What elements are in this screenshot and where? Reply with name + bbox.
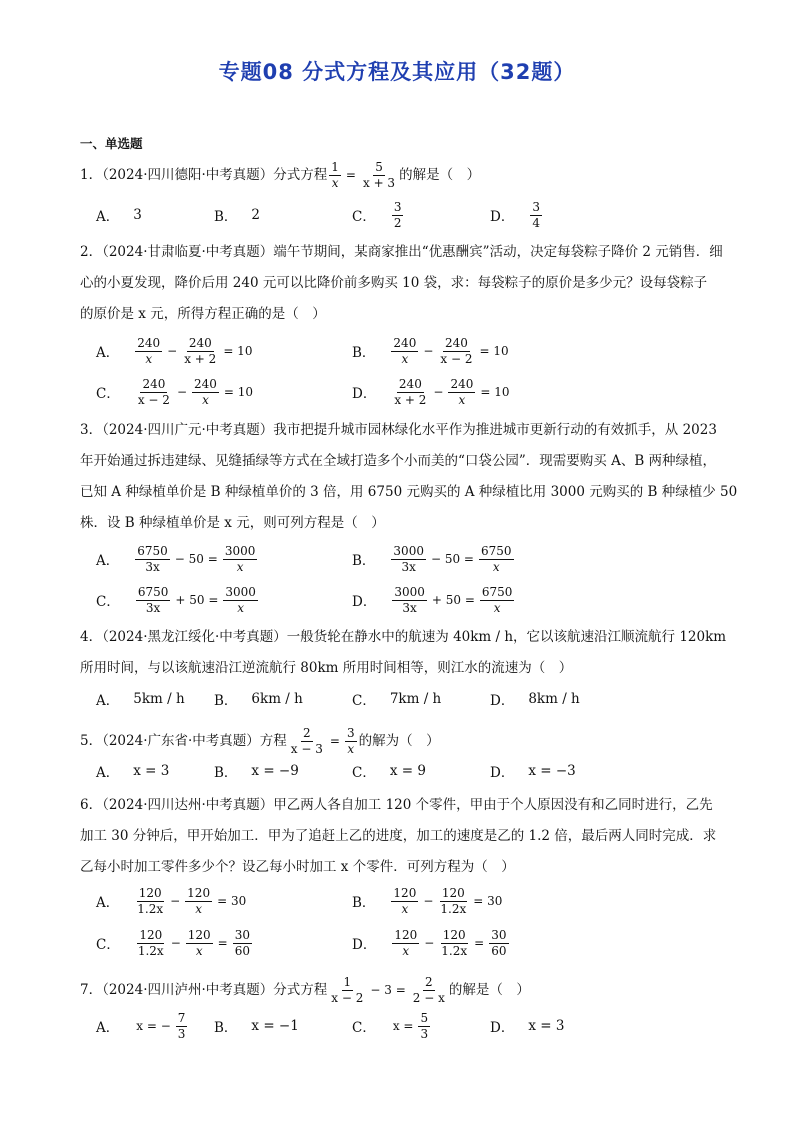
q7-option-a bbox=[96, 1008, 189, 1044]
fraction bbox=[192, 377, 219, 408]
q5-option-b bbox=[214, 753, 299, 789]
q6-option-b bbox=[352, 883, 505, 919]
fraction bbox=[392, 200, 404, 231]
text-segment: 240 bbox=[450, 376, 474, 391]
q5-option-a bbox=[96, 753, 169, 789]
fraction bbox=[223, 585, 258, 616]
text-segment: 1.2x bbox=[137, 943, 164, 958]
text-segment: 30 bbox=[234, 927, 251, 942]
q1-option-c bbox=[352, 197, 405, 233]
text-segment: 120 bbox=[394, 927, 418, 942]
question-6-line-2: 加工 30 分钟后，甲开始加工．甲为了追赶上乙的进度，加工的速度是乙的 1.2 倍，最后两人同时完成．求 bbox=[80, 828, 717, 844]
text-segment: C． bbox=[352, 1020, 376, 1036]
fraction bbox=[391, 336, 418, 367]
text-segment: 1 bbox=[343, 975, 352, 989]
text-segment: B． bbox=[214, 1020, 238, 1036]
q5-option-c bbox=[352, 753, 426, 789]
text-segment: x + 3 bbox=[362, 176, 396, 190]
text-segment: x bbox=[401, 351, 409, 366]
q3-option-d bbox=[352, 582, 516, 618]
fraction bbox=[411, 975, 447, 1006]
text-segment: 60 bbox=[234, 943, 251, 958]
text-segment: 的解是（ ） bbox=[399, 167, 481, 183]
text-segment: D． bbox=[352, 386, 377, 402]
text-segment: 3x bbox=[401, 559, 416, 574]
fraction bbox=[233, 928, 252, 959]
fraction bbox=[135, 886, 165, 917]
q6-option-a bbox=[96, 883, 249, 919]
text-segment: 3 bbox=[420, 1026, 429, 1041]
text-segment: = 10 bbox=[480, 385, 510, 399]
fraction bbox=[438, 336, 474, 367]
q2-option-c bbox=[96, 374, 256, 410]
text-segment: 6750 bbox=[137, 543, 168, 558]
text-segment: 2 bbox=[393, 215, 402, 230]
text-segment: 6750 bbox=[137, 584, 169, 599]
text-segment: 3000 bbox=[224, 543, 256, 558]
text-segment: 5．（2024·广东省·中考真题）方程 bbox=[80, 733, 287, 749]
text-segment: 3x bbox=[145, 600, 161, 615]
text-segment: − bbox=[170, 894, 181, 908]
fraction bbox=[448, 377, 475, 408]
text-segment: − 50 = bbox=[430, 552, 474, 566]
fraction bbox=[479, 544, 514, 575]
fraction bbox=[136, 585, 171, 616]
text-segment: A． bbox=[96, 895, 120, 911]
text-segment: = 10 bbox=[223, 385, 254, 399]
q3-option-b bbox=[352, 541, 516, 577]
text-segment: x = bbox=[392, 1019, 414, 1033]
text-segment: B． bbox=[214, 765, 238, 781]
text-segment: = 30 bbox=[473, 894, 503, 908]
text-segment: x = −1 bbox=[251, 1018, 299, 1034]
text-segment: 3 bbox=[177, 1026, 186, 1041]
text-segment: A． bbox=[96, 765, 120, 781]
text-segment: x bbox=[493, 600, 501, 615]
text-segment: 3000 bbox=[225, 584, 256, 599]
text-segment: 120 bbox=[442, 927, 466, 942]
fraction bbox=[489, 928, 508, 959]
q7-option-b bbox=[214, 1008, 299, 1044]
section-heading: 一、单选题 bbox=[80, 136, 143, 151]
text-segment: x − 2 bbox=[137, 392, 170, 407]
fraction bbox=[223, 544, 258, 575]
text-segment: 6750 bbox=[481, 584, 513, 599]
question-2-line-3: 的原价是 x 元，所得方程正确的是（ ） bbox=[80, 306, 326, 322]
text-segment: − bbox=[424, 936, 435, 950]
fraction bbox=[185, 886, 212, 917]
q2-option-a bbox=[96, 333, 255, 369]
text-segment: − bbox=[176, 385, 187, 399]
text-segment: C． bbox=[352, 765, 376, 781]
fraction bbox=[391, 886, 418, 917]
fraction bbox=[530, 200, 542, 231]
text-segment: 240 bbox=[188, 335, 212, 350]
text-segment: = 10 bbox=[223, 344, 253, 358]
text-segment: 1.2x bbox=[137, 901, 164, 916]
text-segment: x bbox=[236, 559, 244, 574]
fraction bbox=[186, 928, 213, 959]
text-segment: D． bbox=[352, 937, 377, 953]
fraction bbox=[391, 544, 426, 575]
text-segment: 2 bbox=[424, 975, 433, 989]
text-segment: A． bbox=[96, 693, 120, 709]
text-segment: x + 2 bbox=[394, 392, 427, 407]
q4-option-c bbox=[352, 681, 441, 717]
q7-option-d bbox=[490, 1008, 564, 1044]
text-segment: 240 bbox=[142, 376, 166, 391]
text-segment: 7km / h bbox=[389, 691, 442, 707]
q5-option-d bbox=[490, 753, 576, 789]
text-segment: 5km / h bbox=[133, 691, 185, 707]
text-segment: 240 bbox=[393, 335, 417, 350]
text-segment: 6km / h bbox=[251, 691, 303, 707]
text-segment: B． bbox=[214, 209, 238, 225]
question-1 bbox=[80, 160, 480, 191]
question-4-line-2: 所用时间，与以该航速沿江逆流航行 80km 所用时间相等，则江水的流速为（ ） bbox=[80, 660, 573, 676]
text-segment: x bbox=[195, 901, 203, 916]
text-segment: A． bbox=[96, 209, 120, 225]
text-segment: B． bbox=[352, 895, 376, 911]
text-segment: 3000 bbox=[394, 584, 425, 599]
text-segment: 6750 bbox=[480, 543, 512, 558]
text-segment: x bbox=[145, 351, 153, 366]
question-1-text: 1．（2024·四川德阳·中考真题）分式方程 bbox=[80, 167, 328, 183]
text-segment: x bbox=[195, 943, 203, 958]
fraction bbox=[480, 585, 515, 616]
text-segment: 1.2x bbox=[440, 901, 467, 916]
text-segment: x bbox=[347, 742, 355, 756]
text-segment: = bbox=[217, 936, 228, 950]
fraction bbox=[136, 928, 166, 959]
text-segment: 240 bbox=[444, 335, 468, 350]
text-segment: 3 bbox=[133, 207, 142, 223]
text-segment: x − 3 bbox=[290, 742, 323, 756]
text-segment: x = −9 bbox=[251, 763, 299, 779]
text-segment: − bbox=[423, 344, 434, 358]
text-segment: D． bbox=[490, 1020, 515, 1036]
question-2-line-1: 2．（2024·甘肃临夏·中考真题）端午节期间，某商家推出“优惠酬宾”活动，决定每袋粽子降价 2 元销售．细 bbox=[80, 244, 723, 260]
text-segment: A． bbox=[96, 553, 120, 569]
text-segment: x = 9 bbox=[389, 763, 426, 779]
fraction bbox=[392, 377, 428, 408]
text-segment: D． bbox=[490, 765, 515, 781]
question-4-line-1: 4．（2024·黑龙江绥化·中考真题）一般货轮在静水中的航速为 40km / h，它以该航速沿江顺流航行 120km bbox=[80, 629, 727, 645]
text-segment: x bbox=[492, 559, 500, 574]
fraction bbox=[135, 544, 170, 575]
text-segment: C． bbox=[96, 386, 120, 402]
q3-option-a bbox=[96, 541, 259, 577]
text-segment: = 30 bbox=[217, 894, 247, 908]
fraction bbox=[392, 585, 427, 616]
text-segment: 120 bbox=[393, 885, 417, 900]
text-segment: D． bbox=[352, 594, 377, 610]
text-segment: 7 bbox=[177, 1010, 186, 1025]
page-title: 专题08 分式方程及其应用（32题） bbox=[218, 60, 576, 84]
fraction bbox=[329, 160, 341, 191]
question-2-line-2: 心的小夏发现，降价后用 240 元可以比降价前多购买 10 袋，求：每袋粽子的原价是多少元？设每袋粽子 bbox=[80, 275, 708, 291]
fraction bbox=[439, 928, 469, 959]
text-segment: C． bbox=[352, 209, 376, 225]
text-segment: x bbox=[331, 176, 339, 190]
fraction bbox=[418, 1011, 430, 1042]
text-segment: = 10 bbox=[479, 344, 509, 358]
q6-option-c bbox=[96, 925, 254, 961]
text-segment: A． bbox=[96, 1020, 120, 1036]
text-segment: B． bbox=[352, 345, 376, 361]
text-segment: x bbox=[402, 943, 410, 958]
text-segment: − bbox=[170, 936, 181, 950]
text-segment: x = − bbox=[136, 1019, 171, 1033]
text-segment: 2 − x bbox=[412, 991, 445, 1005]
question-7 bbox=[80, 975, 530, 1006]
text-segment: B． bbox=[214, 693, 238, 709]
fraction bbox=[438, 886, 468, 917]
text-segment: 2 bbox=[303, 726, 311, 740]
text-segment: 的解为（ ） bbox=[358, 733, 440, 749]
text-segment: 120 bbox=[187, 885, 211, 900]
fraction bbox=[176, 1011, 188, 1042]
fraction bbox=[329, 975, 365, 1006]
question-3-line-3: 已知 A 种绿植单价是 B 种绿植单价的 3 倍，用 6750 元购买的 A 种绿植比用 3000 元购买的 B 种绿植少 50 bbox=[80, 484, 738, 500]
text-segment: C． bbox=[352, 693, 376, 709]
text-segment: − bbox=[433, 385, 444, 399]
text-segment: 120 bbox=[139, 927, 163, 942]
text-segment: D． bbox=[490, 209, 515, 225]
q1-option-a bbox=[96, 197, 142, 233]
text-segment: x − 2 bbox=[331, 991, 364, 1005]
text-segment: A． bbox=[96, 345, 120, 361]
fraction bbox=[361, 160, 397, 191]
text-segment: − 50 = bbox=[174, 552, 218, 566]
q6-option-d bbox=[352, 925, 511, 961]
text-segment: 1 bbox=[331, 160, 339, 174]
text-segment: x + 2 bbox=[184, 351, 217, 366]
text-segment: 120 bbox=[441, 885, 465, 900]
text-segment: 120 bbox=[187, 927, 211, 942]
question-6-line-1: 6．（2024·四川达州·中考真题）甲乙两人各自加工 120 个零件，甲由于个人原因没有和乙同时进行，乙先 bbox=[80, 797, 713, 813]
text-segment: 30 bbox=[491, 927, 507, 942]
text-segment: 7．（2024·四川泸州·中考真题）分式方程 bbox=[80, 982, 328, 998]
q4-option-a bbox=[96, 681, 185, 717]
text-segment: = bbox=[329, 734, 340, 748]
text-segment: 3x bbox=[145, 559, 160, 574]
fraction bbox=[136, 377, 172, 408]
text-segment: x = 3 bbox=[528, 1018, 565, 1034]
text-segment: 3 bbox=[346, 726, 355, 740]
text-segment: − 3 = bbox=[370, 983, 406, 997]
text-segment: x bbox=[237, 600, 245, 615]
q2-option-d bbox=[352, 374, 513, 410]
text-segment: C． bbox=[96, 937, 120, 953]
question-3-line-1: 3．（2024·四川广元·中考真题）我市把提升城市园林绿化水平作为推进城市更新行动的有效抓手，从 2023 bbox=[80, 422, 717, 438]
text-segment: 4 bbox=[532, 215, 540, 230]
text-segment: 60 bbox=[491, 943, 507, 958]
text-segment: x bbox=[401, 901, 409, 916]
text-segment: 5 bbox=[375, 160, 383, 174]
text-segment: − bbox=[423, 894, 434, 908]
text-segment: x bbox=[202, 392, 209, 407]
q2-option-b bbox=[352, 333, 512, 369]
text-segment: 3000 bbox=[393, 543, 424, 558]
text-segment: 240 bbox=[194, 376, 217, 391]
q3-option-c bbox=[96, 582, 260, 618]
question-6-line-3: 乙每小时加工零件多少个？设乙每小时加工 x 个零件．可列方程为（ ） bbox=[80, 859, 515, 875]
text-segment: x bbox=[458, 392, 466, 407]
q4-option-b bbox=[214, 681, 303, 717]
text-segment: 1.2x bbox=[441, 943, 468, 958]
text-segment: + 50 = bbox=[175, 593, 219, 607]
text-segment: D． bbox=[490, 693, 515, 709]
text-segment: = bbox=[474, 936, 485, 950]
text-segment: 3 bbox=[393, 199, 402, 214]
text-segment: 的解是（ ） bbox=[448, 982, 530, 998]
fraction bbox=[135, 336, 162, 367]
text-segment: = bbox=[345, 168, 356, 182]
text-segment: 5 bbox=[420, 1010, 429, 1025]
text-segment: 240 bbox=[398, 376, 422, 391]
text-segment: 8km / h bbox=[528, 691, 580, 707]
text-segment: 240 bbox=[137, 335, 161, 350]
text-segment: 2 bbox=[251, 207, 261, 223]
text-segment: − bbox=[167, 344, 178, 358]
q4-option-d bbox=[490, 681, 580, 717]
text-segment: 120 bbox=[138, 885, 162, 900]
text-segment: 3x bbox=[402, 600, 417, 615]
fraction bbox=[392, 928, 419, 959]
q1-option-d bbox=[490, 197, 544, 233]
fraction bbox=[182, 336, 218, 367]
text-segment: + 50 = bbox=[431, 593, 475, 607]
text-segment: B． bbox=[352, 553, 376, 569]
q7-option-c bbox=[352, 1008, 432, 1044]
text-segment: x = 3 bbox=[133, 763, 170, 779]
q1-option-b bbox=[214, 197, 260, 233]
text-segment: x = −3 bbox=[528, 763, 576, 779]
text-segment: x − 2 bbox=[440, 351, 473, 366]
question-3-line-2: 年开始通过拆违建绿、见缝插绿等方式在全域打造多个小而美的“口袋公园”．现需要购买 A、B 两种绿植， bbox=[80, 453, 717, 469]
text-segment: C． bbox=[96, 594, 120, 610]
text-segment: 3 bbox=[532, 199, 540, 214]
question-3-line-4: 株．设 B 种绿植单价是 x 元，则可列方程是（ ） bbox=[80, 515, 385, 531]
